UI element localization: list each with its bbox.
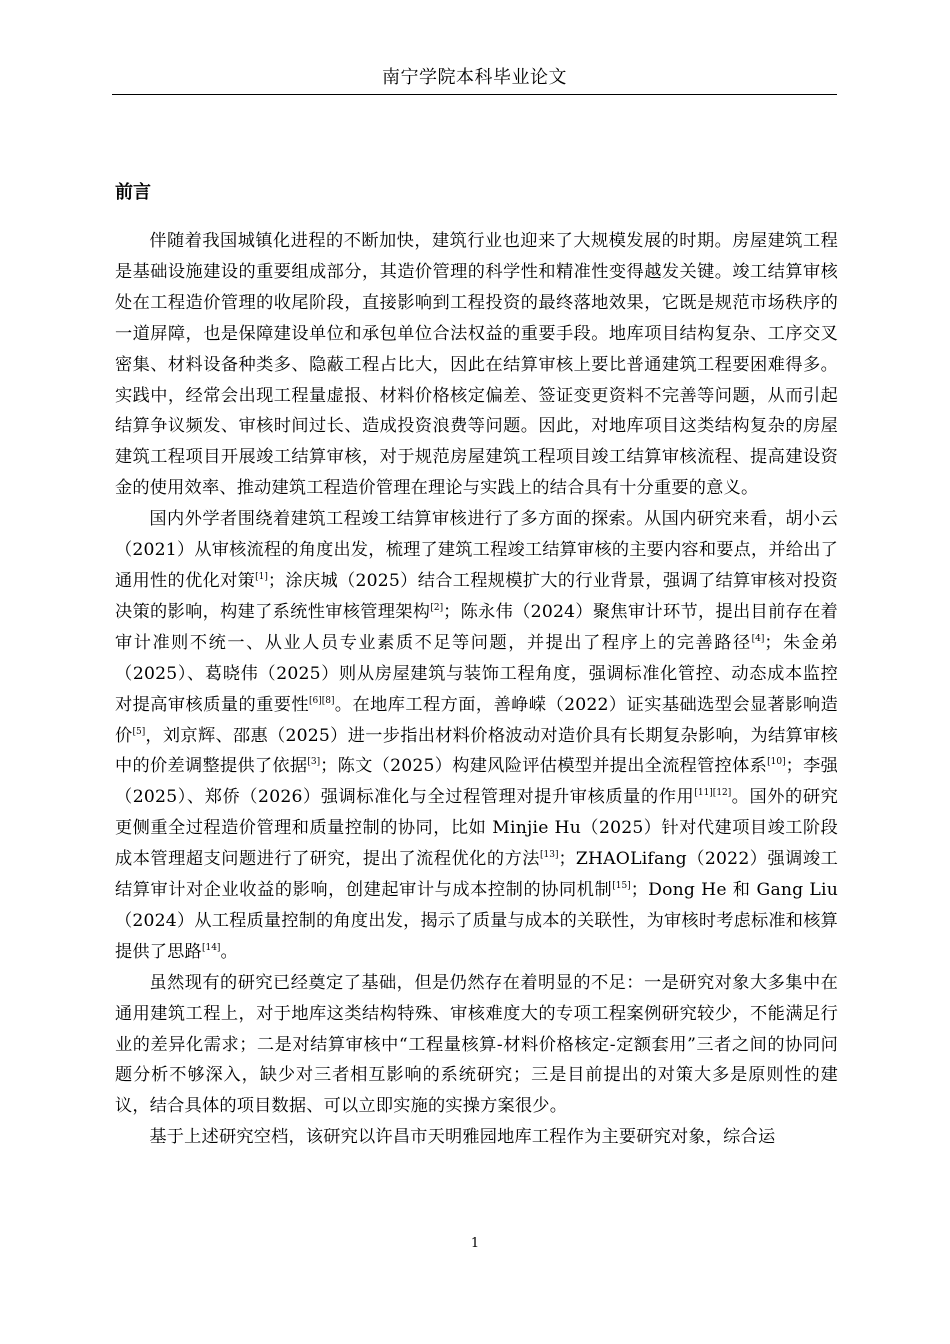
- citation: [6][8]: [309, 695, 335, 706]
- text-segment: ；朱金弟（2025）、葛晓伟（2025）则从房屋建筑与装饰工程角度，强调标准化管控、动态成本监控对提高审核质量的重要性: [115, 632, 838, 715]
- text-segment: 虽然现有的研究已经奠定了基础，但是仍然存在着明显的不足：一是研究对象大多集中在通用建筑工程上，对于地库这类结构特殊、审核难度大的专项工程案例研究较少，不能满足行业的差异化需求；二是对结算审核中“工程量核算-材料价格核定-定额套用”三者之间的协同问题分析不够深入，缺少对三者相互影响的系统研究；三是目前提出的对策大多是原则性的建议，结合具体的项目数据、可以立即实施的实操方案很少。: [115, 972, 838, 1117]
- citation: [5]: [132, 726, 146, 737]
- text-segment: ；陈永伟（2024）聚焦审计环节，提出目前存在着审计准则不统一、从业人员专业素质不足等问题，并提出了程序上的完善路径: [115, 601, 839, 653]
- header-divider: [112, 94, 837, 95]
- text-segment: ；李强（2025）、郑侨（2026）强调标准化与全过程管理对提升审核质量的作用: [115, 756, 838, 808]
- citation: [2]: [430, 602, 444, 613]
- citation: [10]: [767, 757, 786, 768]
- citation: [3]: [307, 757, 321, 768]
- page-number: 1: [470, 1236, 480, 1251]
- text-segment: 。: [220, 941, 238, 962]
- paragraph-2: [115, 504, 838, 968]
- citation: [4]: [751, 633, 765, 644]
- text-segment: ；陈文（2025）构建风险评估模型并提出全流程管控体系: [320, 756, 768, 777]
- citation: [1]: [255, 571, 268, 582]
- citation: [14]: [201, 942, 221, 953]
- text-segment: 国内外学者围绕着建筑工程竣工结算审核进行了多方面的探索。从国内研究来看，胡小云（2021）从审核流程的角度出发，梳理了建筑工程竣工结算审核的主要内容和要点，并给出了通用性的优化对策: [115, 509, 838, 591]
- citation: [11][12]: [694, 788, 732, 799]
- text-segment: ；ZHAOLifang（2022）强调竣工结算审计对企业收益的影响，创建起审计与成本控制的协同机制: [115, 849, 838, 901]
- running-header: 南宁学院本科毕业论文: [382, 67, 567, 88]
- citation: [13]: [539, 850, 559, 861]
- text-segment: 。在地库工程方面，善峥嵘（2022）证实基础选型会显著影响造价: [115, 694, 838, 746]
- text-segment: 。国外的研究更侧重全过程造价管理和质量控制的协同，比如 Minjie Hu（2025）针对代建项目竣工阶段成本管理超支问题进行了研究，提出了流程优化的方法: [115, 787, 839, 870]
- paragraph-4: [115, 1122, 838, 1153]
- text-segment: ；涂庆城（2025）结合工程规模扩大的行业背景，强调了结算审核对投资决策的影响，构建了系统性审核管理架构: [115, 570, 838, 622]
- text-segment: ；Dong He 和 Gang Liu（2024）从工程质量控制的角度出发，揭示了质量与成本的关联性，为审核时考虑标准和核算提供了思路: [115, 880, 838, 962]
- text-segment: 伴随着我国城镇化进程的不断加快，建筑行业也迎来了大规模发展的时期。房屋建筑工程是基础设施建设的重要组成部分，其造价管理的科学性和精准性变得越发关键。竣工结算审核处在工程造价管理的收尾阶段，直接影响到工程投资的最终落地效果，它既是规范市场秩序的一道屏障，也是保障建设单位和承包单位合法权益的重要手段。地库项目结构复杂、工序交叉密集、材料设备种类多、隐蔽工程占比大，因此在结算审核上要比普通建筑工程要困难得多。实践中，经常会出现工程量虚报、材料价格核定偏差、签证变更资料不完善等问题，从而引起结算争议频发、审核时间过长、造成投资浪费等问题。因此，对地库项目这类结构复杂的房屋建筑工程项目开展竣工结算审核，对于规范房屋建筑工程项目竣工结算审核流程、提高建设资金的使用效率、推动建筑工程造价管理在理论与实践上的结合具有十分重要的意义。: [115, 231, 838, 499]
- citation: [15]: [612, 881, 631, 892]
- text-segment: 基于上述研究空档，该研究以许昌市天明雅园地库工程作为主要研究对象，综合运: [149, 1127, 776, 1148]
- body-text: [115, 226, 838, 1153]
- text-segment: ，刘京辉、邵惠（2025）进一步指出材料价格波动对造价具有长期复杂影响，为结算审核中的价差调整提供了依据: [115, 725, 838, 777]
- paragraph-1: [115, 226, 838, 504]
- section-heading: 前言: [115, 182, 151, 203]
- paragraph-3: [115, 968, 838, 1123]
